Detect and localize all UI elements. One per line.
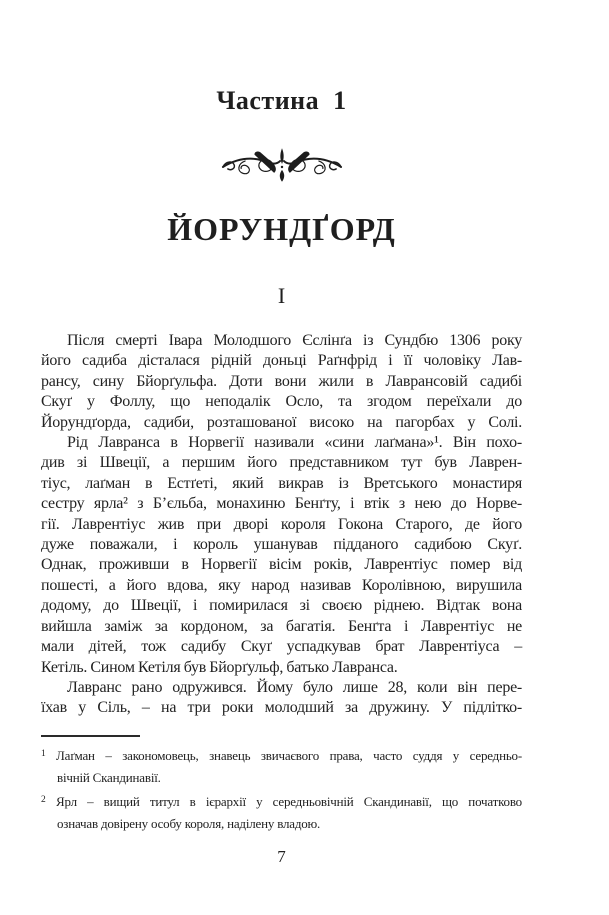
footnote-line bbox=[41, 792, 522, 815]
text-line: пошесті, а його вдова, яку народ називав Королівною, вирушила bbox=[41, 576, 522, 594]
text-line: мали дітей, тож садибу Скуґ успадкував брат Лаврентіуса – bbox=[41, 638, 522, 656]
footnotes bbox=[41, 746, 522, 834]
footnote-line: вічній Скандинавії. bbox=[57, 770, 161, 786]
text-line: сестру ярла² з Б’єльба, монахиню Бенґту, і втік з нею до Норве- bbox=[41, 495, 522, 513]
text-line: Кетіль. Сином Кетіля був Бйорґульф, батько Лавранса. bbox=[41, 658, 398, 676]
paragraph bbox=[41, 331, 522, 433]
text-line: див зі Швеції, а першим його представником тут був Лаврен- bbox=[41, 454, 522, 472]
text-line: Йорундґорда, садиби, розташованої високо на пагорбах у Солі. bbox=[41, 413, 522, 431]
footnote-marker: 2 bbox=[41, 794, 46, 805]
text-line: гії. Лаврентіус жив при дворі короля Гокона Старого, де його bbox=[41, 515, 522, 533]
section-numeral: I bbox=[277, 283, 286, 308]
part-heading: Частина 1 bbox=[216, 86, 347, 115]
text-line: дуже поважали, і король ушанував підданого садибою Скуґ. bbox=[41, 536, 522, 554]
text-line: Після смерті Івара Молодшого Єслінґа із Сундбю 1306 року bbox=[67, 332, 522, 349]
paragraph bbox=[41, 433, 522, 678]
text-line: тіус, лаґман в Естґеті, який викрав із Вретського монастиря bbox=[41, 474, 522, 492]
text-line: додому, до Швеції, і помирилася зі своєю ріднею. Відтак вона bbox=[41, 597, 522, 615]
paragraph bbox=[41, 678, 522, 719]
footnote-text: Ярл – вищий титул в ієрархії у середньовічній Скандинавії, що початково bbox=[56, 793, 522, 809]
footnote bbox=[41, 792, 522, 834]
footnote-marker: 1 bbox=[41, 748, 46, 759]
text-line: їхав у Сіль, – на три роки молодший за дружину. У підлітко- bbox=[41, 699, 522, 717]
footnote bbox=[41, 746, 522, 788]
footnote-separator bbox=[41, 735, 140, 737]
text-line: Рід Лавранса в Норвегії називали «сини лаґмана»¹. Він похо- bbox=[67, 434, 522, 452]
footnote-line bbox=[41, 746, 522, 769]
text-line: вийшла заміж за кордоном, за багатія. Бенґта і Лаврентіус не bbox=[41, 617, 522, 635]
text-line: Однак, проживши в Норвегії вісім років, Лаврентіус помер від bbox=[41, 556, 522, 574]
text-block bbox=[41, 0, 522, 868]
floral-divider-icon bbox=[218, 147, 346, 183]
footnote-text: Лаґман – закономовець, знавець звичаєвого права, часто суддя у середньо- bbox=[56, 747, 522, 763]
footnote-line: означав довірену особу короля, наділену владою. bbox=[57, 816, 321, 832]
text-line: Лавранс рано одружився. Йому було лише 28, коли він пере- bbox=[67, 678, 522, 696]
body-text bbox=[41, 331, 522, 719]
page-number: 7 bbox=[277, 846, 286, 866]
text-line: Скуґ у Фоллу, що неподалік Осло, та згодом переїхали до bbox=[41, 393, 522, 411]
text-line: його садиба дісталася рідній доньці Раґнфрід і її чоловіку Лав- bbox=[41, 352, 522, 370]
chapter-title: ЙОРУНДҐОРД bbox=[167, 211, 396, 247]
text-line: рансу, сину Бйорґульфа. Доти вони жили в Лаврансовій садибі bbox=[41, 372, 522, 390]
floral-divider-ornament bbox=[41, 147, 522, 191]
